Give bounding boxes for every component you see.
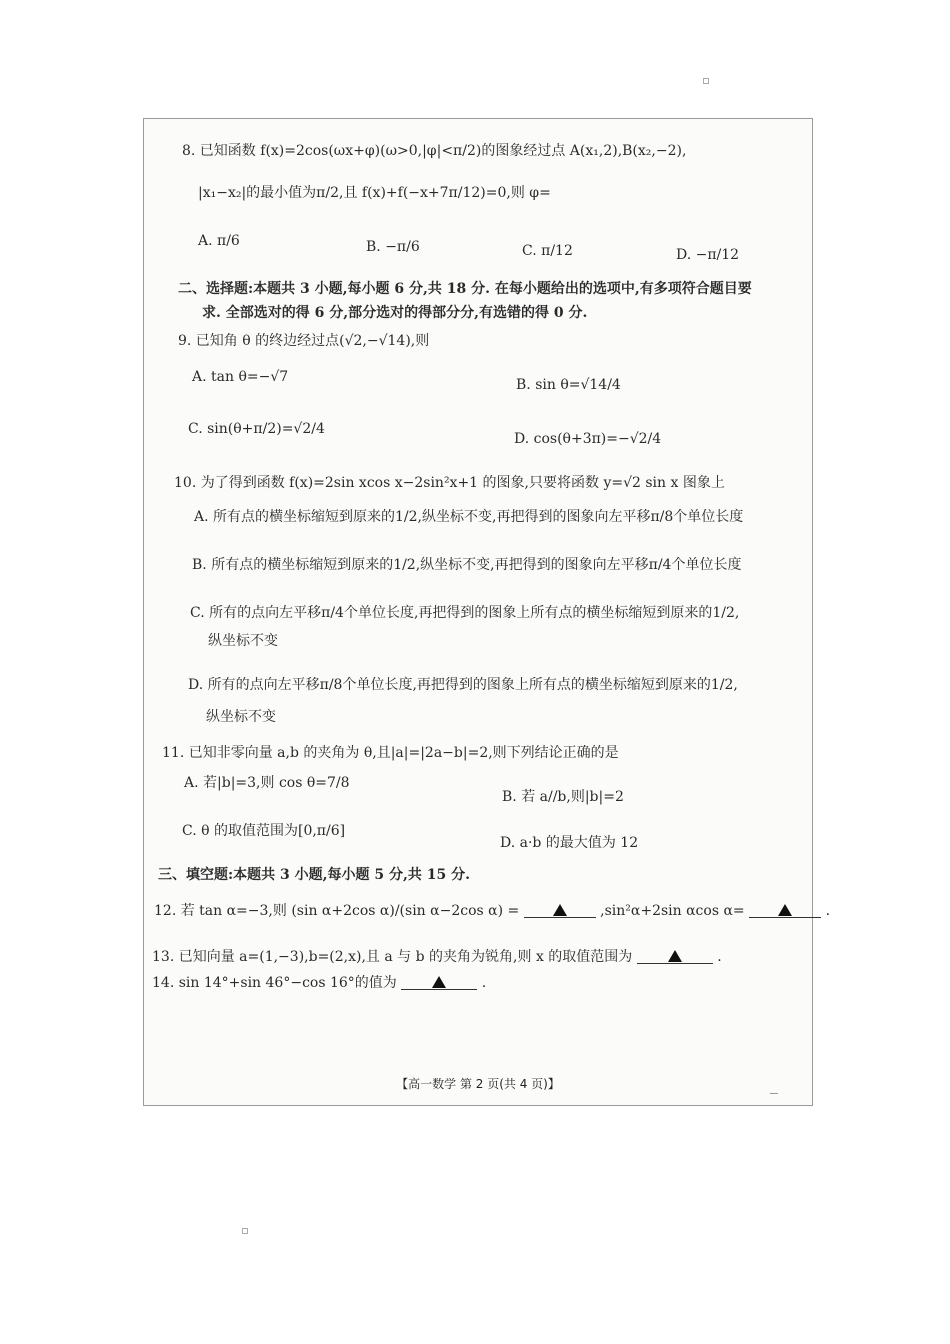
- q13-line: [152, 947, 722, 967]
- q10-option-d-line2: 纵坐标不变: [206, 709, 276, 725]
- q9-option-b: B. sin θ=√14/4: [516, 377, 621, 393]
- q8-line1: 8. 已知函数 f(x)=2cos(ωx+φ)(ω>0,|φ|<π/2)的图象经过点 A(x₁,2),B(x₂,−2),: [182, 143, 687, 159]
- q8-option-a: A. π/6: [198, 233, 240, 249]
- q9-stem: 9. 已知角 θ 的终边经过点(√2,−√14),则: [178, 333, 430, 349]
- q11-option-a: A. 若|b|=3,则 cos θ=7/8: [184, 775, 350, 791]
- triangle-icon: [778, 904, 792, 916]
- q14-text: 14. sin 14°+sin 46°−cos 16°的值为: [152, 975, 397, 991]
- section2-header-line2: 求. 全部选对的得 6 分,部分选对的得部分分,有选错的得 0 分.: [202, 305, 588, 321]
- q9-option-c: C. sin(θ+π/2)=√2/4: [188, 421, 325, 437]
- triangle-icon: [553, 904, 567, 916]
- q13-answer-blank[interactable]: [637, 947, 713, 964]
- section2-header-line1: 二、选择题:本题共 3 小题,每小题 6 分,共 18 分. 在每小题给出的选项中,有多项符合题目要: [178, 281, 752, 297]
- q9-option-a: A. tan θ=−√7: [192, 369, 289, 385]
- q8-line2: |x₁−x₂|的最小值为π/2,且 f(x)+f(−x+7π/12)=0,则 φ=: [198, 185, 551, 201]
- corner-dash: [770, 1093, 778, 1094]
- q10-option-b: B. 所有点的横坐标缩短到原来的1/2,纵坐标不变,再把得到的图象向左平移π/4个单位长度: [192, 557, 742, 573]
- q12-part2: ,sin²α+2sin αcos α=: [600, 903, 745, 919]
- q9-option-d: D. cos(θ+3π)=−√2/4: [514, 431, 662, 447]
- section3-header: 三、填空题:本题共 3 小题,每小题 5 分,共 15 分.: [158, 867, 470, 883]
- triangle-icon: [668, 950, 682, 962]
- q10-option-d-line1: D. 所有的点向左平移π/8个单位长度,再把得到的图象上所有点的横坐标缩短到原来的1/2,: [188, 677, 738, 693]
- triangle-icon: [432, 976, 446, 988]
- corner-mark-bottom: [242, 1228, 248, 1234]
- q11-option-d: D. a·b 的最大值为 12: [500, 835, 639, 851]
- corner-mark-top: [703, 78, 709, 84]
- q14-line: [152, 973, 486, 993]
- q11-option-c: C. θ 的取值范围为[0,π/6]: [182, 823, 346, 839]
- q14-end: .: [481, 975, 487, 991]
- q14-answer-blank[interactable]: [401, 973, 477, 990]
- q8-option-d: D. −π/12: [676, 247, 740, 263]
- q10-option-c-line1: C. 所有的点向左平移π/4个单位长度,再把得到的图象上所有点的横坐标缩短到原来的1/2,: [190, 605, 740, 621]
- q12-end: .: [825, 903, 831, 919]
- q12-part1: 12. 若 tan α=−3,则 (sin α+2cos α)/(sin α−2cos α) =: [154, 903, 520, 919]
- q13-text: 13. 已知向量 a=(1,−3),b=(2,x),且 a 与 b 的夹角为锐角,则 x 的取值范围为: [152, 949, 633, 965]
- q10-option-c-line2: 纵坐标不变: [208, 633, 278, 649]
- q12-answer-blank-2[interactable]: [749, 901, 821, 918]
- q10-stem: 10. 为了得到函数 f(x)=2sin xcos x−2sin²x+1 的图象,只要将函数 y=√2 sin x 图象上: [174, 475, 725, 491]
- q12-answer-blank-1[interactable]: [524, 901, 596, 918]
- q8-option-b: B. −π/6: [366, 239, 420, 255]
- q12-line: [154, 901, 830, 921]
- page-footer: 【高一数学 第 2 页(共 4 页)】: [396, 1077, 560, 1091]
- q13-end: .: [717, 949, 722, 965]
- q11-stem: 11. 已知非零向量 a,b 的夹角为 θ,且|a|=|2a−b|=2,则下列结论正确的是: [162, 745, 619, 761]
- exam-page: [143, 118, 831, 1106]
- q10-option-a: A. 所有点的横坐标缩短到原来的1/2,纵坐标不变,再把得到的图象向左平移π/8个单位长度: [194, 509, 744, 525]
- q8-option-c: C. π/12: [522, 243, 573, 259]
- q11-option-b: B. 若 a//b,则|b|=2: [502, 789, 624, 805]
